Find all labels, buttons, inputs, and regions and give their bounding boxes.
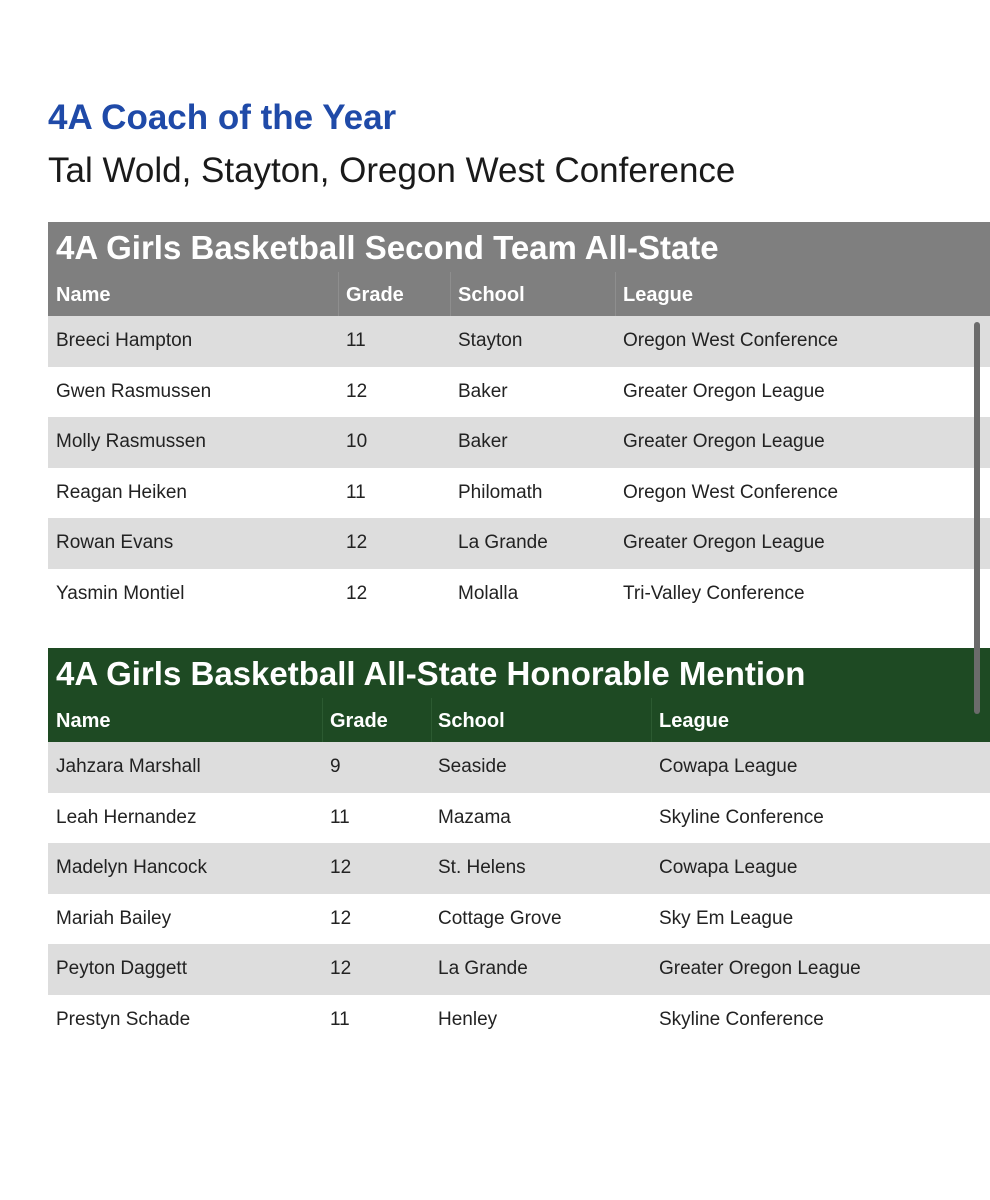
table-row <box>48 518 990 569</box>
player-school: Henley <box>438 1008 498 1030</box>
player-school: Philomath <box>458 481 543 503</box>
player-league: Skyline Conference <box>659 806 824 828</box>
column-header-name: Name <box>56 283 111 306</box>
player-name: Breeci Hampton <box>56 330 193 352</box>
column-divider <box>338 272 339 316</box>
column-header-school: School <box>438 709 505 732</box>
player-school: Stayton <box>458 330 523 352</box>
column-divider <box>651 698 652 742</box>
player-school: La Grande <box>458 532 548 554</box>
table-row <box>48 995 990 1046</box>
player-name: Leah Hernandez <box>56 806 197 828</box>
player-name: Jahzara Marshall <box>56 756 201 778</box>
player-grade: 12 <box>330 857 352 879</box>
player-grade: 12 <box>346 532 368 554</box>
player-grade: 9 <box>330 756 341 778</box>
player-grade: 12 <box>330 907 352 929</box>
player-school: Cottage Grove <box>438 907 562 929</box>
player-league: Greater Oregon League <box>623 431 825 453</box>
second-team-title: 4A Girls Basketball Second Team All-State <box>48 222 990 272</box>
table-row <box>48 793 990 844</box>
coach-of-year-heading: 4A Coach of the Year <box>48 98 397 137</box>
column-header-grade: Grade <box>330 709 388 732</box>
player-league: Greater Oregon League <box>659 958 861 980</box>
player-league: Sky Em League <box>659 907 794 929</box>
honorable-mention-table <box>48 648 990 1045</box>
second-team-table <box>48 222 990 619</box>
player-grade: 12 <box>346 380 368 402</box>
player-school: Molalla <box>458 582 519 604</box>
honorable-mention-header-row <box>48 698 990 742</box>
player-grade: 10 <box>346 431 368 453</box>
player-grade: 11 <box>346 481 366 503</box>
column-header-league: League <box>623 283 694 306</box>
player-grade: 11 <box>330 806 350 828</box>
second-team-header-row <box>48 272 990 316</box>
column-divider <box>322 698 323 742</box>
table-row <box>48 417 990 468</box>
vertical-scrollbar[interactable] <box>974 322 980 714</box>
player-league: Oregon West Conference <box>623 330 839 352</box>
column-header-grade: Grade <box>346 283 404 306</box>
player-school: Seaside <box>438 756 507 778</box>
column-header-school: School <box>458 283 525 306</box>
column-divider <box>450 272 451 316</box>
column-header-name: Name <box>56 709 111 732</box>
table-row <box>48 742 990 793</box>
table-row <box>48 944 990 995</box>
player-grade: 12 <box>330 958 352 980</box>
player-league: Skyline Conference <box>659 1008 824 1030</box>
player-name: Reagan Heiken <box>56 481 187 503</box>
player-league: Tri-Valley Conference <box>623 582 805 604</box>
table-row <box>48 316 990 367</box>
table-row <box>48 569 990 620</box>
column-header-league: League <box>659 709 730 732</box>
player-name: Gwen Rasmussen <box>56 380 212 402</box>
player-grade: 12 <box>346 582 368 604</box>
table-row <box>48 367 990 418</box>
player-school: Baker <box>458 431 508 453</box>
honorable-mention-title: 4A Girls Basketball All-State Honorable Mention <box>48 648 990 698</box>
player-name: Mariah Bailey <box>56 907 172 929</box>
player-league: Oregon West Conference <box>623 481 839 503</box>
player-name: Peyton Daggett <box>56 958 187 980</box>
column-divider <box>431 698 432 742</box>
table-row <box>48 843 990 894</box>
table-row <box>48 894 990 945</box>
player-name: Rowan Evans <box>56 532 174 554</box>
player-league: Cowapa League <box>659 857 798 879</box>
player-school: St. Helens <box>438 857 526 879</box>
player-name: Prestyn Schade <box>56 1008 191 1030</box>
player-name: Molly Rasmussen <box>56 431 206 453</box>
player-league: Greater Oregon League <box>623 380 825 402</box>
player-league: Greater Oregon League <box>623 532 825 554</box>
table-row <box>48 468 990 519</box>
player-school: Mazama <box>438 806 511 828</box>
player-grade: 11 <box>330 1008 350 1030</box>
column-divider <box>615 272 616 316</box>
player-grade: 11 <box>346 330 366 352</box>
player-school: La Grande <box>438 958 528 980</box>
player-league: Cowapa League <box>659 756 798 778</box>
player-name: Madelyn Hancock <box>56 857 208 879</box>
player-name: Yasmin Montiel <box>56 582 185 604</box>
coach-of-year-name: Tal Wold, Stayton, Oregon West Conference <box>48 151 736 190</box>
player-school: Baker <box>458 380 508 402</box>
